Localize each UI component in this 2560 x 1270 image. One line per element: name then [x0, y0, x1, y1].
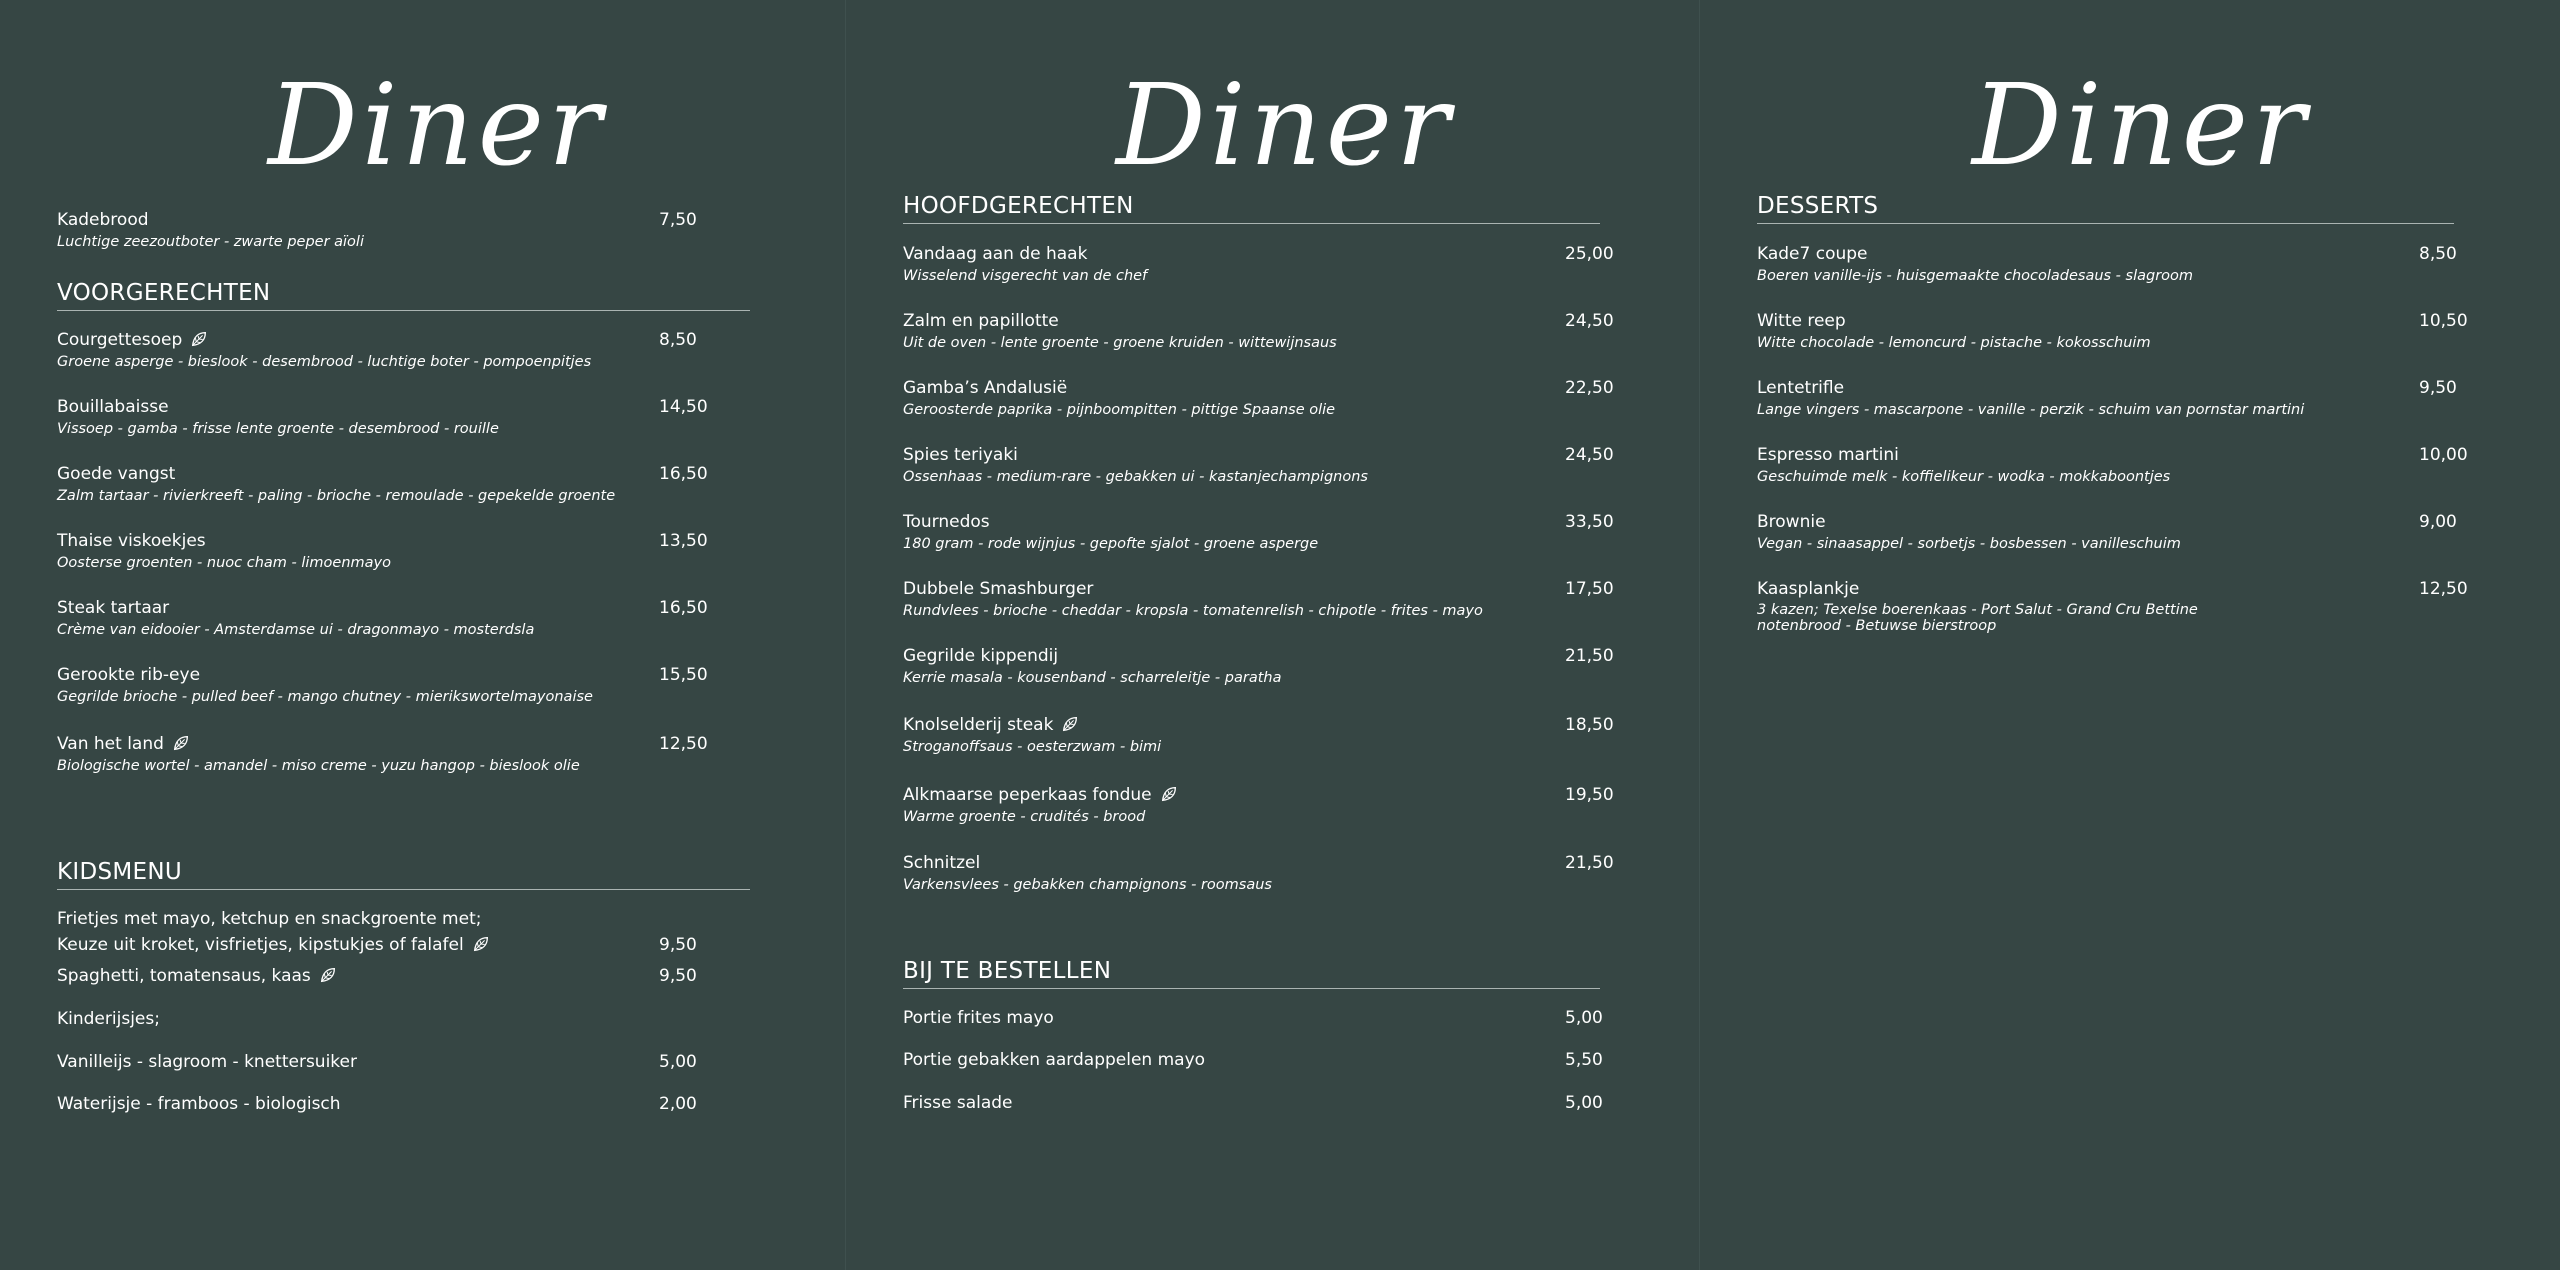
item-price: 5,00	[1565, 1093, 1603, 1113]
item-price: 9,00	[2419, 512, 2457, 532]
item-name: Goede vangst	[57, 464, 176, 484]
item-name: Kade7 coupe	[1757, 244, 1868, 264]
item-description: Witte chocolade - lemoncurd - pistache - kokosschuim	[1757, 335, 2151, 351]
item-description: Biologische wortel - amandel - miso creme - yuzu hangop - bieslook olie	[57, 758, 580, 774]
menu-item	[903, 643, 1614, 712]
item-description: Uit de oven - lente groente - groene kruiden - wittewijnsaus	[903, 335, 1337, 351]
item-price: 18,50	[1565, 715, 1614, 735]
panel-title: Diner	[268, 61, 606, 191]
item-name: Brownie	[1757, 512, 1826, 532]
item-description: Ossenhaas - medium-rare - gebakken ui - kastanjechampignons	[903, 469, 1368, 485]
menu-item	[903, 1047, 1603, 1090]
menu-item	[1757, 308, 2468, 375]
item-price: 5,50	[1565, 1050, 1603, 1070]
menu-panel-desserts	[1699, 0, 2560, 1270]
item-name: Vandaag aan de haak	[903, 244, 1088, 264]
item-description: Wisselend visgerecht van de chef	[903, 268, 1148, 284]
item-name: Frietjes met mayo, ketchup en snackgroente met;	[57, 909, 482, 929]
menu-item	[903, 850, 1614, 894]
item-price: 12,50	[2419, 579, 2468, 599]
item-price: 8,50	[2419, 244, 2457, 264]
menu-item	[57, 461, 750, 528]
item-description: Crème van eidooier - Amsterdamse ui - dragonmayo - mosterdsla	[57, 622, 535, 638]
item-price: 16,50	[659, 464, 708, 484]
menu-item	[903, 1090, 1603, 1116]
section-heading: BIJ TE BESTELLEN	[903, 957, 1600, 989]
item-price: 9,50	[659, 966, 697, 986]
menu-item	[57, 595, 750, 662]
item-price: 14,50	[659, 397, 708, 417]
item-description: Luchtige zeezoutboter - zwarte peper aïoli	[57, 234, 364, 250]
menu-item	[1757, 375, 2457, 442]
item-price: 7,50	[659, 210, 697, 230]
menu-item	[57, 207, 750, 251]
item-name: Portie gebakken aardappelen mayo	[903, 1050, 1206, 1070]
item-description: Groene asperge - bieslook - desembrood - luchtige boter - pompoenpitjes	[57, 354, 592, 370]
item-price: 12,50	[659, 734, 708, 754]
menu-item	[903, 442, 1614, 509]
item-name: Waterijsje - framboos - biologisch	[57, 1094, 341, 1114]
menu-item	[903, 1005, 1603, 1047]
menu-item	[1757, 241, 2457, 308]
menu-item	[57, 394, 750, 461]
item-price: 5,00	[1565, 1008, 1603, 1028]
menu-item	[903, 375, 1614, 442]
item-name: Schnitzel	[903, 853, 981, 873]
item-description: 180 gram - rode wijnjus - gepofte sjalot - groene asperge	[903, 536, 1319, 552]
item-description: Geschuimde melk - koffielikeur - wodka - mokkaboontjes	[1757, 469, 2171, 485]
item-name: Steak tartaar	[57, 598, 170, 618]
item-price: 15,50	[659, 665, 708, 685]
leaf-icon	[172, 734, 190, 752]
bij-te-bestellen-section	[903, 957, 1603, 1116]
item-description: Vissoep - gamba - frisse lente groente - desembrood - rouille	[57, 421, 499, 437]
menu-item	[903, 308, 1614, 375]
item-description: Vegan - sinaasappel - sorbetjs - bosbessen - vanilleschuim	[1757, 536, 2181, 552]
item-name: Kinderijsjes;	[57, 1009, 160, 1029]
item-description: 3 kazen; Texelse boerenkaas - Port Salut - Grand Cru Bettine notenbrood - Betuwse bierstroop	[1757, 602, 2198, 634]
item-description: Gegrilde brioche - pulled beef - mango chutney - mierikswortelmayonaise	[57, 689, 593, 705]
item-price: 8,50	[659, 330, 697, 350]
menu-item	[903, 712, 1614, 782]
menu-panel-mains	[845, 0, 1700, 1270]
item-name: Alkmaarse peperkaas fondue	[903, 782, 1600, 808]
item-description: Geroosterde paprika - pijnboompitten - pittige Spaanse olie	[903, 402, 1336, 418]
leaf-icon	[1061, 715, 1079, 733]
menu-item	[57, 528, 750, 595]
item-name: Courgettesoep	[57, 327, 750, 353]
section-heading: DESSERTS	[1757, 192, 2454, 224]
menu-item	[57, 662, 750, 731]
item-name: Kaasplankje	[1757, 579, 1860, 599]
leaf-icon	[319, 966, 337, 984]
item-price: 10,50	[2419, 311, 2468, 331]
menu-item	[903, 576, 1614, 643]
item-price: 33,50	[1565, 512, 1614, 532]
item-description: Rundvlees - brioche - cheddar - kropsla - tomatenrelish - chipotle - frites - mayo	[903, 603, 1483, 619]
menu-item	[903, 782, 1614, 850]
item-name: Portie frites mayo	[903, 1008, 1054, 1028]
item-name: Spies teriyaki	[903, 445, 1018, 465]
item-price: 21,50	[1565, 853, 1614, 873]
leaf-icon	[1160, 785, 1178, 803]
menu-item	[57, 906, 750, 956]
menu-item	[1757, 442, 2468, 509]
item-price: 24,50	[1565, 445, 1614, 465]
item-price: 22,50	[1565, 378, 1614, 398]
item-price: 9,50	[659, 935, 697, 955]
item-name: Vanilleijs - slagroom - knettersuiker	[57, 1052, 357, 1072]
item-description: Oosterse groenten - nuoc cham - limoenmayo	[57, 555, 391, 571]
leaf-icon	[190, 330, 208, 348]
item-price: 13,50	[659, 531, 708, 551]
item-name: Van het land	[57, 731, 750, 757]
item-name: Spaghetti, tomatensaus, kaas	[57, 963, 750, 989]
menu-item	[57, 327, 750, 394]
menu-item	[57, 1049, 750, 1091]
item-name: Knolselderij steak	[903, 712, 1600, 738]
item-name: Thaise viskoekjes	[57, 531, 206, 551]
item-description: Zalm tartaar - rivierkreeft - paling - brioche - remoulade - gepekelde groente	[57, 488, 616, 504]
item-name: Gamba’s Andalusië	[903, 378, 1068, 398]
item-name: Gegrilde kippendij	[903, 646, 1059, 666]
menu-item	[903, 241, 1614, 308]
item-price: 24,50	[1565, 311, 1614, 331]
menu-item	[57, 1006, 750, 1049]
item-name: Witte reep	[1757, 311, 1846, 331]
item-description: Stroganoffsaus - oesterzwam - bimi	[903, 739, 1162, 755]
item-name: Bouillabaisse	[57, 397, 169, 417]
item-name: Zalm en papillotte	[903, 311, 1059, 331]
item-price: 10,00	[2419, 445, 2468, 465]
item-price: 21,50	[1565, 646, 1614, 666]
item-price: 9,50	[2419, 378, 2457, 398]
voorgerechten-section	[57, 279, 750, 775]
item-name: Keuze uit kroket, visfrietjes, kipstukjes of falafel 9,50	[57, 932, 750, 958]
item-name: Kadebrood	[57, 210, 149, 230]
item-price: 19,50	[1565, 785, 1614, 805]
item-description: Lange vingers - mascarpone - vanille - perzik - schuim van pornstar martini	[1757, 402, 2305, 418]
item-name: Dubbele Smashburger	[903, 579, 1094, 599]
item-name: Gerookte rib-eye	[57, 665, 201, 685]
item-description: Varkensvlees - gebakken champignons - roomsaus	[903, 877, 1272, 893]
item-price: 25,00	[1565, 244, 1614, 264]
menu-item	[57, 1091, 750, 1117]
item-name: Tournedos	[903, 512, 990, 532]
hoofdgerechten-section	[903, 192, 1614, 894]
item-name: Frisse salade	[903, 1093, 1013, 1113]
section-heading: VOORGERECHTEN	[57, 279, 750, 311]
item-price: 16,50	[659, 598, 708, 618]
leaf-icon	[472, 935, 490, 953]
menu-item	[57, 731, 750, 775]
menu-panel-starters	[0, 0, 845, 1270]
item-name: Lentetrifle	[1757, 378, 1845, 398]
item-price: 17,50	[1565, 579, 1614, 599]
menu-item	[1757, 576, 2468, 634]
section-heading: HOOFDGERECHTEN	[903, 192, 1600, 224]
item-name: Espresso martini	[1757, 445, 1899, 465]
section-heading: KIDSMENU	[57, 858, 750, 890]
kidsmenu-section	[57, 858, 750, 1117]
panel-title: Diner	[1972, 61, 2310, 191]
panel-title: Diner	[1116, 61, 1454, 191]
item-price: 5,00	[659, 1052, 697, 1072]
menu-item	[903, 509, 1614, 576]
item-description: Kerrie masala - kousenband - scharreleitje - paratha	[903, 670, 1282, 686]
item-description: Warme groente - crudités - brood	[903, 809, 1146, 825]
desserts-section	[1757, 192, 2468, 634]
menu-item	[57, 963, 750, 1006]
menu-item	[1757, 509, 2457, 576]
item-price: 2,00	[659, 1094, 697, 1114]
item-description: Boeren vanille-ijs - huisgemaakte chocoladesaus - slagroom	[1757, 268, 2194, 284]
kadebrood-block	[57, 207, 750, 251]
